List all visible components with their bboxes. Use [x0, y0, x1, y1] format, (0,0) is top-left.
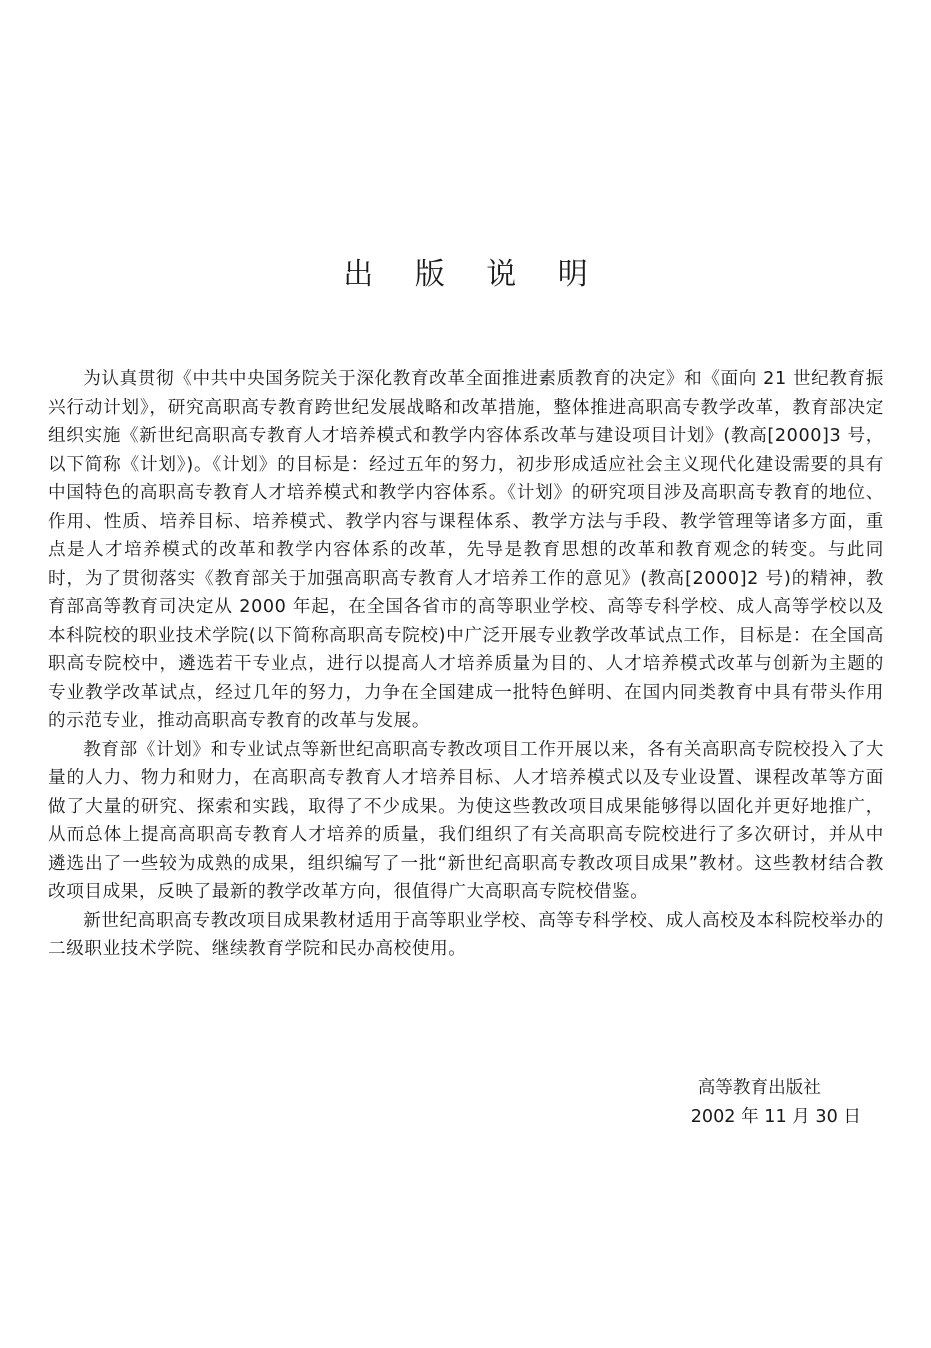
publication-date: 2002 年 11 月 30 日	[690, 1107, 861, 1127]
paragraph-2: 教育部《计划》和专业试点等新世纪高职高专教改项目工作开展以来，各有关高职高专院校投入了大量的人力、物力和财力，在高职高专教育人才培养目标、人才培养模式以及专业设置、课程改革等方面做了大量的研究、探索和实践，取得了不少成果。为使这些教改项目成果能够得以固化并更好地推广，从而总体上提高高职高专教育人才培养的质量，我们组织了有关高职高专院校进行了多次研讨，并从中遴选出了一些较为成熟的成果，组织编写了一批“新世纪高职高专教改项目成果”教材。这些教材结合教改项目成果，反映了最新的教学改革方向，很值得广大高职高专院校借鉴。	[48, 739, 884, 902]
document-body	[48, 365, 884, 964]
page-title: 出 版 说 明	[343, 257, 604, 292]
paragraph-3: 新世纪高职高专教改项目成果教材适用于高等职业学校、高等专科学校、成人高校及本科院校举办的二级职业技术学院、继续教育学院和民办高校使用。	[48, 910, 884, 959]
signature-block	[691, 1074, 861, 1132]
publisher-name: 高等教育出版社	[697, 1078, 821, 1098]
paragraph-1: 为认真贯彻《中共中央国务院关于深化教育改革全面推进素质教育的决定》和《面向 21 世纪教育振兴行动计划》，研究高职高专教育跨世纪发展战略和改革措施，整体推进高职高专教学改革，教育部决定组织实施《新世纪高职高专教育人才培养模式和教学内容体系改革与建设项目计划》(教高[2000]3 号，以下简称《计划》)。《计划》的目标是：经过五年的努力，初步形成适应社会主义现代化建设需要的具有中国特色的高职高专教育人才培养模式和教学内容体系。《计划》的研究项目涉及高职高专教育的地位、作用、性质、培养目标、培养模式、教学内容与课程体系、教学方法与手段、教学管理等诸多方面，重点是人才培养模式的改革和教学内容体系的改革，先导是教育思想的改革和教育观念的转变。与此同时，为了贯彻落实《教育部关于加强高职高专教育人才培养工作的意见》(教高[2000]2 号)的精神，教育部高等教育司决定从 2000 年起，在全国各省市的高等职业学校、高等专科学校、成人高等学校以及本科院校的职业技术学院(以下简称高职高专院校)中广泛开展专业教学改革试点工作，目标是：在全国高职高专院校中，遴选若干专业点，进行以提高人才培养质量为目的、人才培养模式改革与创新为主题的专业教学改革试点，经过几年的努力，力争在全国建成一批特色鲜明、在国内同类教育中具有带头作用的示范专业，推动高职高专教育的改革与发展。	[48, 369, 884, 731]
